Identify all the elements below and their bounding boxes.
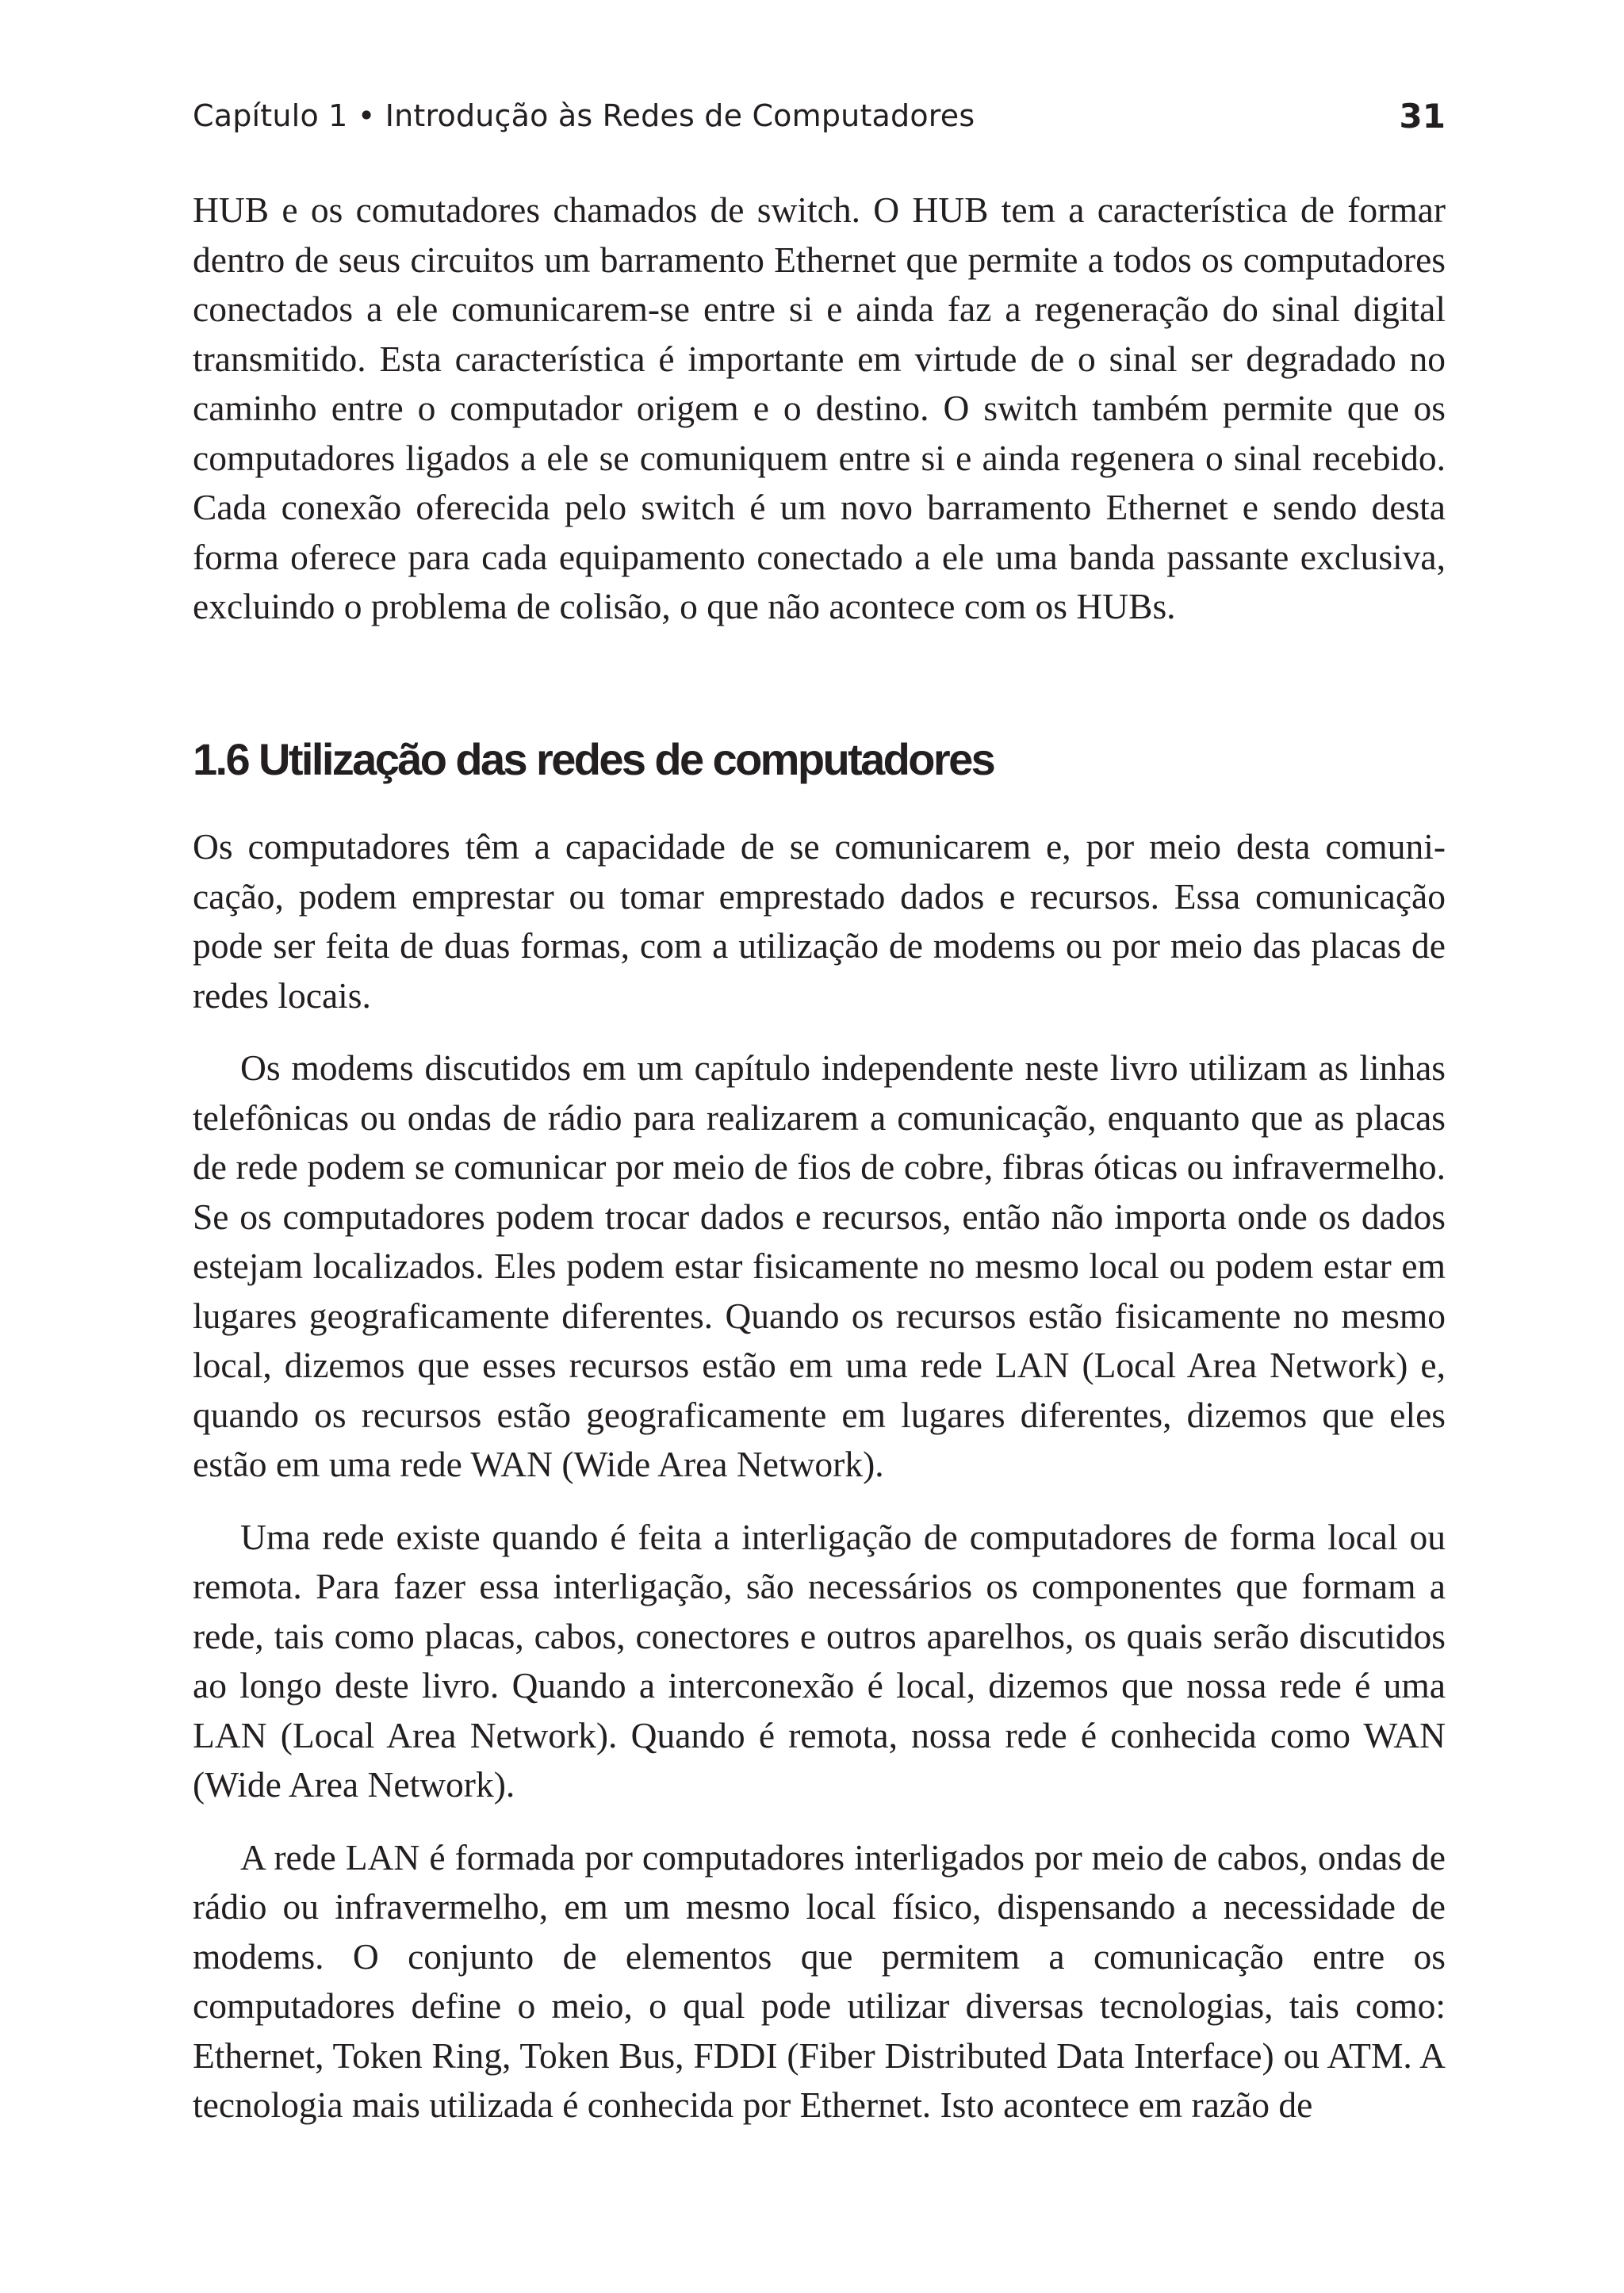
running-title: Capítulo 1 • Introdução às Redes de Computadores bbox=[193, 98, 975, 133]
section-paragraph: Os modems discutidos em um capítulo independente neste livro utilizam as linhas telefônicas ou ondas de rádio para realizarem a comunicação, enquanto que as placas de rede podem se comunicar por meio de fios de cobre, fibras óticas ou infravermelho. Se os computadores podem trocar dados e recursos, então não importa onde os dados estejam localizados. Eles podem estar fisicamente no mesmo local ou podem estar em lugares geograficamente diferentes. Quando os recursos estão fisicamente no mesmo local, dizemos que esses recursos estão em uma rede LAN (Local Area Network) e, quando os recursos estão geograficamente em lugares diferentes, dizemos que eles estão em uma rede WAN (Wide Area Network). bbox=[193, 1047, 1446, 1484]
running-head bbox=[193, 98, 1446, 146]
page-number: 31 bbox=[1399, 97, 1446, 136]
section-paragraph: Os computadores têm a capacidade de se comunicarem e, por meio desta comunicação, podem emprestar ou tomar emprestado dados e recursos. Essa comunicação pode ser feita de duas formas, com a utilização de modems ou por meio das placas de redes locais. bbox=[193, 826, 1446, 1016]
section-paragraph: A rede LAN é formada por computadores interligados por meio de cabos, ondas de rádio ou infravermelho, em um mesmo local físico, dispensando a necessidade de modems. O conjunto de elementos que permitem a comunicação entre os computadores define o meio, o qual pode utilizar diversas tecnologias, tais como: Ethernet, Token Ring, Token Bus, FDDI (Fiber Distributed Data Interface) ou ATM. A tecnologia mais utilizada é conhecida por Ethernet. Isto acontece em razão de bbox=[193, 1836, 1446, 2125]
section-body bbox=[193, 822, 1446, 2153]
section-heading: 1.6 Utilização das redes de computadores bbox=[193, 734, 994, 784]
section-paragraph: Uma rede existe quando é feita a interligação de computadores de forma local ou remota. Para fazer essa interligação, são necessários os componentes que formam a rede, tais como placas, cabos, conectores e outros aparelhos, os quais serão discutidos ao longo deste livro. Quando a interconexão é local, dizemos que nossa rede é uma LAN (Local Area Network). Quando é remota, nossa rede é conhecida como WAN (Wide Area Network). bbox=[193, 1516, 1446, 1805]
intro-paragraph: HUB e os comutadores chamados de switch. O HUB tem a característica de formar dentro de seus circuitos um barramento Ethernet que permite a todos os computadores conectados a ele comunicarem-se entre si e ainda faz a regeneração do sinal digital transmitido. Esta característica é importante em virtude de o sinal ser degradado no caminho entre o computador origem e o destino. O switch também permite que os computadores ligados a ele se comuniquem entre si e ainda regenera o sinal recebido. Cada conexão oferecida pelo switch é um novo barramento Ethernet e sendo desta forma oferece para cada equipamento conectado a ele uma banda passante exclusiva, excluindo o problema de colisão, o que não acontece com os HUBs. bbox=[193, 189, 1446, 626]
